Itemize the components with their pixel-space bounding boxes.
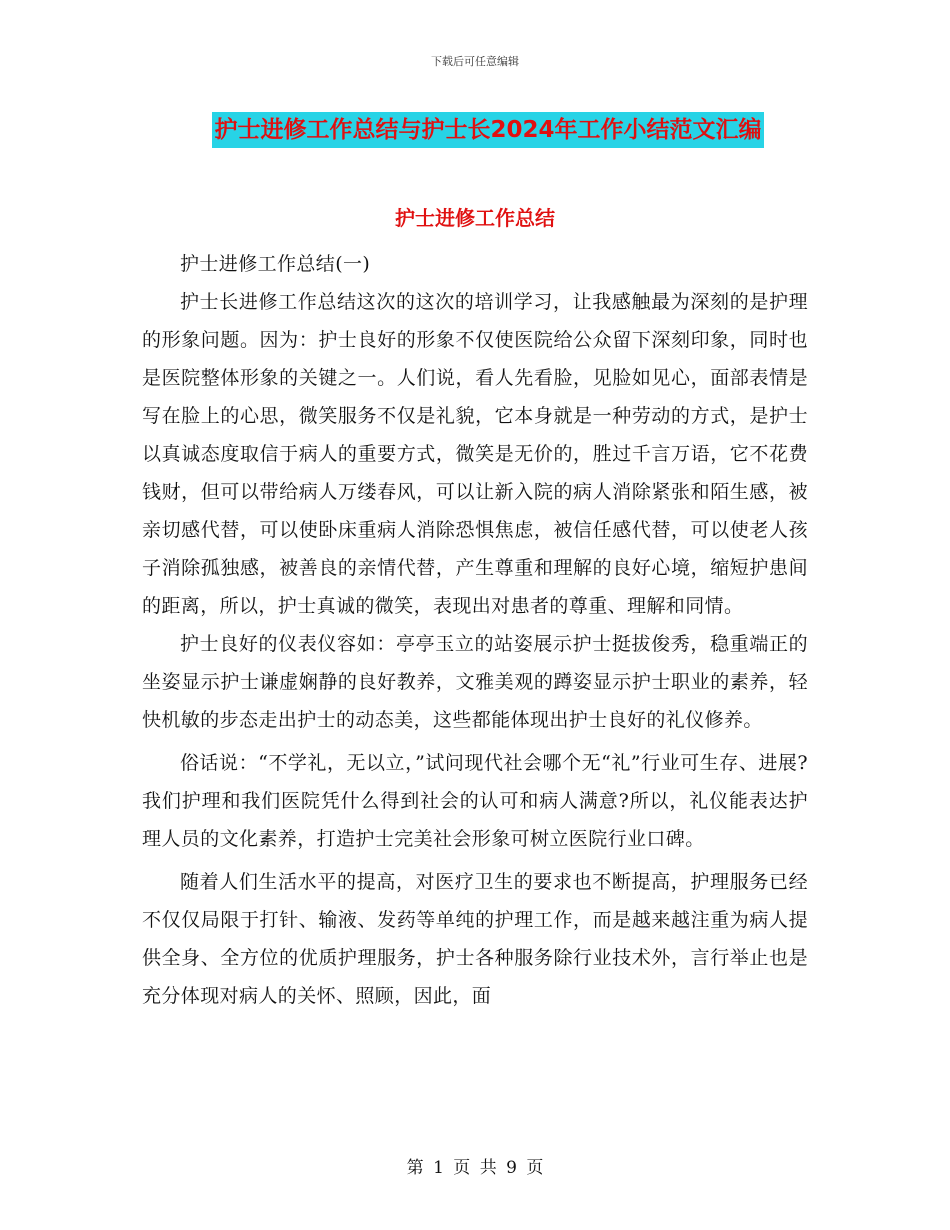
- page-header-note: 下载后可任意编辑: [431, 55, 519, 68]
- body-paragraph: 俗话说：“不学礼，无以立，”试问现代社会哪个无“礼”行业可生存、进展?我们护理和我们医院凭什么得到社会的认可和病人满意?所以，礼仪能表达护理人员的文化素养，打造护士完美社会形象可树立医院行业口碑。: [142, 752, 808, 850]
- document-body: [142, 245, 808, 1015]
- section-title: 护士进修工作总结: [395, 206, 555, 230]
- page-footer: 第 1 页 共 9 页: [406, 1158, 544, 1178]
- body-paragraph: 护士长进修工作总结这次的这次的培训学习，让我感触最为深刻的是护理的形象问题。因为：护士良好的形象不仅使医院给公众留下深刻印象，同时也是医院整体形象的关键之一。人们说，看人先看脸，见脸如见心，面部表情是写在脸上的心思，微笑服务不仅是礼貌，它本身就是一种劳动的方式，是护士以真诚态度取信于病人的重要方式，微笑是无价的，胜过千言万语，它不花费钱财，但可以带给病人万缕春风，可以让新入院的病人消除紧张和陌生感，被亲切感代替，可以使卧床重病人消除恐惧焦虑，被信任感代替，可以使老人孩子消除孤独感，被善良的亲情代替，产生尊重和理解的良好心境，缩短护患间的距离，所以，护士真诚的微笑，表现出对患者的尊重、理解和同情。: [142, 291, 808, 617]
- body-paragraph: 随着人们生活水平的提高，对医疗卫生的要求也不断提高，护理服务已经不仅仅局限于打针、输液、发药等单纯的护理工作，而是越来越注重为病人提供全身、全方位的优质护理服务，护士各种服务除行业技术外，言行举止也是充分体现对病人的关怀、照顾，因此，面: [142, 871, 808, 1007]
- document-title: 护士进修工作总结与护士长2024年工作小结范文汇编: [212, 112, 763, 148]
- document-title-container: [0, 112, 950, 148]
- subheading-paragraph: 护士进修工作总结(一): [180, 253, 371, 275]
- body-paragraph: 护士良好的仪表仪容如：亭亭玉立的站姿展示护士挺拔俊秀，稳重端正的坐姿显示护士谦虚娴静的良好教养，文雅美观的蹲姿显示护士职业的素养，轻快机敏的步态走出护士的动态美，这些都能体现出护士良好的礼仪修养。: [142, 633, 808, 731]
